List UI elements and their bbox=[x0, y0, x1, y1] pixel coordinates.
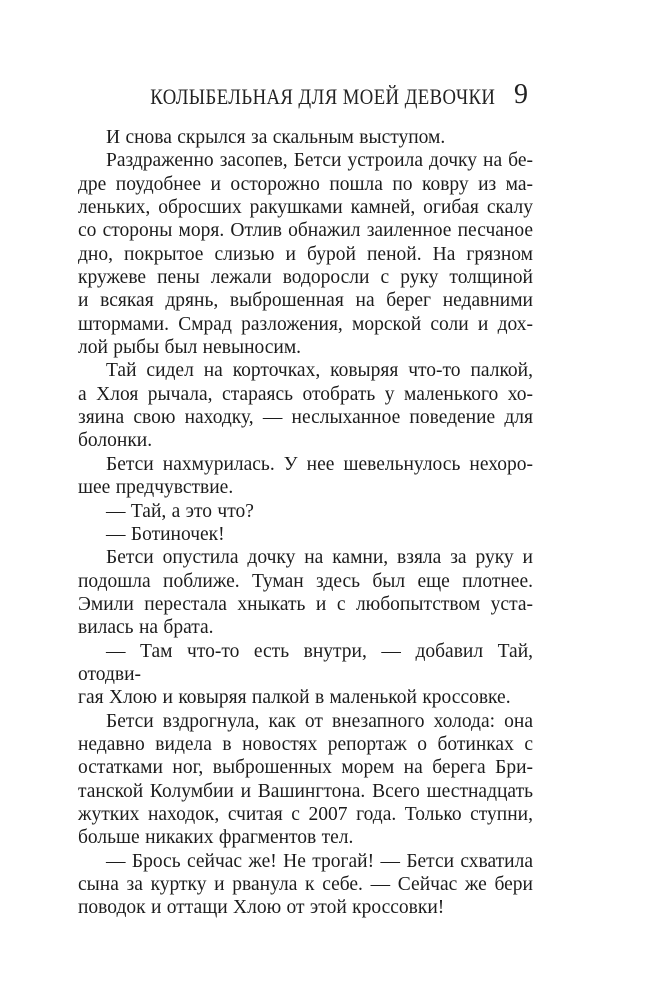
paragraph bbox=[78, 126, 533, 149]
text-line: жутких находок, считая с 2007 года. Только ступни, bbox=[78, 803, 533, 825]
text-line: Бетси опустила дочку на камни, взяла за руку и bbox=[106, 547, 533, 569]
text-line: поводок и оттащи Хлою от этой кроссовки! bbox=[78, 897, 445, 919]
paragraph bbox=[78, 359, 533, 452]
text-line: болонки. bbox=[78, 430, 153, 452]
text-line: подошла поближе. Туман здесь был еще плотнее. bbox=[78, 570, 533, 592]
paragraph bbox=[78, 453, 533, 500]
text-line: Эмили перестала хныкать и с любопытством уста- bbox=[78, 593, 533, 615]
paragraph bbox=[78, 500, 533, 523]
text-line: вилась на брата. bbox=[78, 617, 214, 639]
text-line: а Хлоя рычала, стараясь отобрать у маленького хо- bbox=[78, 383, 533, 405]
text-line: леньких, обросших ракушками камней, огибая скалу bbox=[78, 197, 533, 219]
text-line: больше никаких фрагментов тел. bbox=[78, 827, 354, 849]
text-line: лой рыбы был невыносим. bbox=[78, 337, 302, 359]
text-line: со стороны моря. Отлив обнажил заиленное песчаное bbox=[78, 220, 533, 242]
text-line: шее предчувствие. bbox=[78, 477, 234, 499]
text-line: кружеве пены лежали водоросли с руку толщиной bbox=[78, 267, 533, 289]
text-line: Тай сидел на корточках, ковыряя что-то палкой, bbox=[106, 360, 533, 382]
text-line: — Там что-то есть внутри, — добавил Тай, отодви- bbox=[78, 640, 533, 685]
text-line: дно, покрытое слизью и бурой пеной. На грязном bbox=[78, 243, 533, 265]
text-line: Бетси нахмурилась. У нее шевельнулось нехоро- bbox=[106, 453, 533, 475]
page-number: 9 bbox=[514, 79, 528, 110]
text-line: гая Хлою и ковыряя палкой в маленькой кроссовке. bbox=[78, 687, 511, 709]
text-line: остатками ног, выброшенных морем на берега Бри- bbox=[78, 757, 533, 779]
text-line: Раздраженно засопев, Бетси устроила дочку на бе- bbox=[106, 150, 533, 172]
paragraph bbox=[78, 710, 533, 850]
text-line: танской Колумбии и Вашингтона. Всего шестнадцать bbox=[78, 780, 533, 802]
text-line: — Ботиночек! bbox=[106, 523, 225, 545]
paragraph bbox=[78, 850, 533, 920]
paragraph bbox=[78, 523, 533, 546]
text-line: сына за куртку и рванула к себе. — Сейчас же бери bbox=[78, 874, 533, 895]
running-title: КОЛЫБЕЛЬНАЯ ДЛЯ МОЕЙ ДЕВОЧКИ bbox=[149, 84, 495, 109]
paragraph bbox=[78, 640, 533, 710]
text-line: и всякая дрянь, выброшенная на берег недавними bbox=[78, 290, 533, 312]
text-line: зяина свою находку, — неслыханное поведение для bbox=[78, 407, 533, 429]
text-line: Бетси вздрогнула, как от внезапного холода: она bbox=[106, 710, 533, 732]
page-text bbox=[78, 126, 533, 920]
text-line: недавно видела в новостях репортаж о ботинках с bbox=[78, 733, 533, 755]
text-line: дре поудобнее и осторожно пошла по ковру из ма- bbox=[78, 173, 533, 195]
text-line: И снова скрылся за скальным выступом. bbox=[106, 127, 446, 148]
text-line: штормами. Смрад разложения, морской соли и дох- bbox=[78, 313, 533, 335]
text-line: — Тай, а это что? bbox=[106, 500, 254, 522]
running-header bbox=[0, 79, 669, 113]
paragraph bbox=[78, 149, 533, 359]
paragraph bbox=[78, 546, 533, 639]
text-line: — Брось сейчас же! Не трогай! — Бетси схватила bbox=[106, 850, 533, 872]
